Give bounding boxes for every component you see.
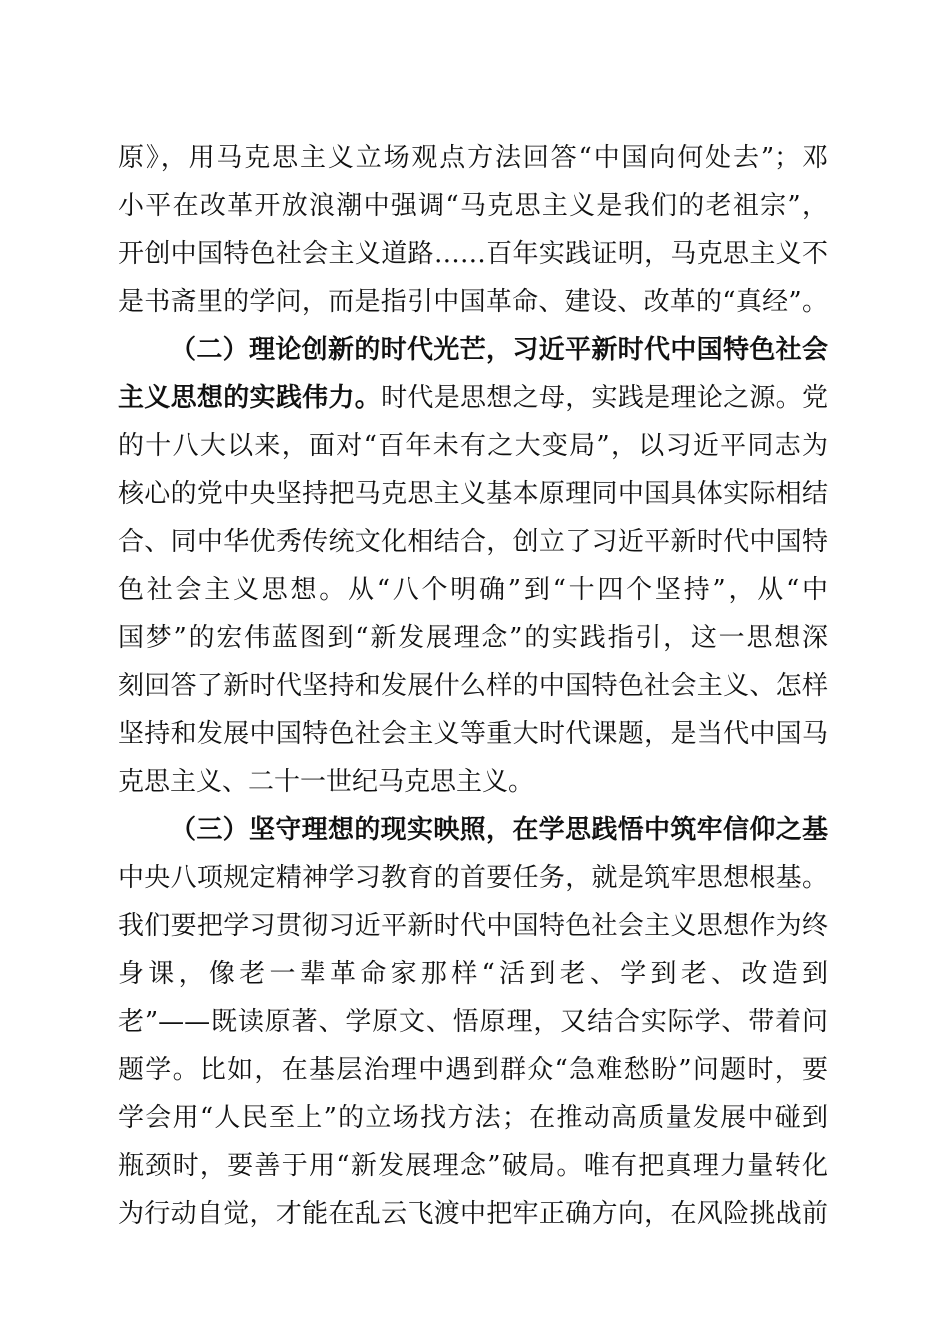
text-line-14: 克思主义、二十一世纪马克思主义。 [118,767,535,797]
text-line-3: 开创中国特色社会主义道路……百年实践证明，马克思主义不 [118,239,828,269]
text-line-18: 身课，像老一辈革命家那样“活到老、学到老、改造到 [118,959,828,989]
section-heading-3: （三）坚守理想的现实映照，在学思践悟中筑牢信仰之基 [170,815,828,845]
section-heading-2-line-2 [118,374,828,422]
text-line-23: 为行动自觉，才能在乱云飞渡中把牢正确方向，在风险挑战前 [118,1199,828,1229]
document-body [118,134,828,1238]
text-line-19: 老”——既读原著、学原文、悟原理，又结合实际学、带着问 [118,1007,828,1037]
text-line-21: 学会用“人民至上”的立场找方法；在推动高质量发展中碰到 [118,1103,828,1133]
text-line-8: 核心的党中央坚持把马克思主义基本原理同中国具体实际相结 [118,479,828,509]
section-heading-2-tail: 主义思想的实践伟力。 [118,383,382,413]
text-line-7: 的十八大以来，面对“百年未有之大变局”，以习近平同志为 [118,431,828,461]
text-line-12: 刻回答了新时代坚持和发展什么样的中国特色社会主义、怎样 [118,671,828,701]
text-line-1: 原》，用马克思主义立场观点方法回答“中国向何处去”；邓 [118,143,828,173]
text-line-11: 国梦”的宏伟蓝图到“新发展理念”的实践指引，这一思想深 [118,623,828,653]
text-line-9: 合、同中华优秀传统文化相结合，创立了习近平新时代中国特 [118,527,828,557]
text-line-2: 小平在改革开放浪潮中强调“马克思主义是我们的老祖宗”， [118,191,828,221]
text-line-22: 瓶颈时，要善于用“新发展理念”破局。唯有把真理力量转化 [118,1151,828,1181]
paragraph-2-start: 时代是思想之母，实践是理论之源。党 [381,383,828,413]
section-heading-2-line-1: （二）理论创新的时代光芒，习近平新时代中国特色社会 [170,335,828,365]
text-line-13: 坚持和发展中国特色社会主义等重大时代课题，是当代中国马 [118,719,828,749]
text-line-16: 中央八项规定精神学习教育的首要任务，就是筑牢思想根基。 [118,863,828,893]
text-line-17: 我们要把学习贯彻习近平新时代中国特色社会主义思想作为终 [118,911,828,941]
text-line-20: 题学。比如，在基层治理中遇到群众“急难愁盼”问题时，要 [118,1055,828,1085]
text-line-10: 色社会主义思想。从“八个明确”到“十四个坚持”，从“中 [118,575,828,605]
text-line-4: 是书斋里的学问，而是指引中国革命、建设、改革的“真经”。 [118,287,828,317]
